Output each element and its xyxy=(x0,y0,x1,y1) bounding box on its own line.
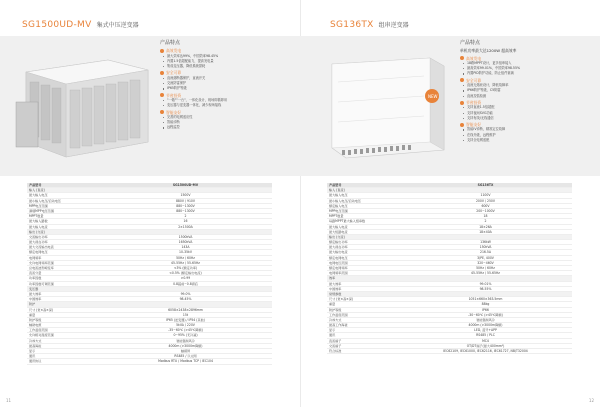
spec-value: 0.8超前~0.8滞后 xyxy=(173,281,198,286)
spec-key: 工作温度范围 xyxy=(329,312,348,317)
spec-value: 18×40A xyxy=(479,229,492,234)
spec-key: 电网频率范围 xyxy=(329,271,348,276)
spec-key: 最高工作海拔 xyxy=(329,323,348,328)
spec-value: 1650kVA xyxy=(178,240,193,245)
spec-key: 交流端子 xyxy=(329,343,342,348)
product-title: SG1500UD-MV 集式中压逆变器 xyxy=(22,20,139,30)
spec-value: 880~1300V xyxy=(176,203,195,208)
product-title: SG136TX 组串逆变器 xyxy=(330,20,409,30)
spec-value: SG136TX xyxy=(477,183,494,187)
spec-value: 600V xyxy=(481,203,490,208)
spec-key: 每路MPPT最大输入组串数 xyxy=(329,219,366,224)
spec-key: 冷却方式 xyxy=(329,317,342,322)
spec-value: 136kW xyxy=(480,240,491,245)
spec-value: 98.55% xyxy=(479,286,492,291)
spec-value: 320~460V xyxy=(477,260,494,265)
feature-item: 交流防雷保护 xyxy=(160,81,295,86)
spec-value xyxy=(99,188,272,192)
spec-value xyxy=(99,302,272,306)
spec-value: 45-55Hz / 55-65Hz xyxy=(471,271,500,276)
spec-value: 45-55Hz / 55-65Hz xyxy=(171,260,200,265)
spec-value: SG1500UD-MV xyxy=(172,183,199,187)
spec-key: 最大输入电流 xyxy=(329,224,348,229)
svg-text:NEW: NEW xyxy=(428,94,438,99)
spec-key: MPPT数量 xyxy=(29,214,44,219)
spec-key: 防护等级 xyxy=(29,317,42,322)
spec-row xyxy=(27,359,272,364)
feature-item: 支持直流1.5倍超配 xyxy=(460,105,595,110)
spec-value: Modbus RTU / Modbus TCP / IEC104 xyxy=(158,359,213,364)
spec-value xyxy=(399,188,572,192)
feature-item: 内置1.5倍超配能力，提高发电量 xyxy=(160,59,295,64)
spec-key: 尺寸 (宽×高×深) xyxy=(329,297,354,302)
spec-key: 通讯协议 xyxy=(29,359,42,364)
bullet-icon xyxy=(160,110,164,114)
spec-value: 2 xyxy=(484,219,487,224)
spec-value: 98.45% xyxy=(179,297,192,302)
bullet-icon xyxy=(160,93,164,97)
spec-value: 18 xyxy=(483,214,488,219)
spec-key: 输入 (直流) xyxy=(29,188,45,193)
feature-item: 支持有线/无线通信 xyxy=(460,116,595,121)
spec-key: 防护 xyxy=(29,302,36,307)
spec-key: 直流端子 xyxy=(329,338,342,343)
spec-key: 最大输入路数 xyxy=(29,219,48,224)
spec-key: 尺寸 (宽×高×深) xyxy=(29,307,54,312)
feature-item: 变压器与逆变器一体化，减少现场接线 xyxy=(160,103,295,108)
spec-value: <0.5% (额定输出电流) xyxy=(169,271,202,276)
spec-value: 智能强制风冷 xyxy=(476,317,495,322)
spec-key: 满载MPP电压范围 xyxy=(29,208,54,213)
spec-value: LED, 蓝牙+APP xyxy=(474,328,497,333)
spec-row xyxy=(327,349,572,354)
spec-key: 辅助电源 xyxy=(29,323,42,328)
spec-value xyxy=(399,235,572,239)
spec-key: 中国效率 xyxy=(29,297,42,302)
spec-key: 最大视在功率 xyxy=(29,240,48,245)
spec-key: MPP电压范围 xyxy=(29,203,48,208)
right-page xyxy=(300,0,600,407)
spec-key: 常规参数 xyxy=(329,291,342,296)
spec-value: 50Hz / 60Hz xyxy=(476,266,495,270)
spec-value: 2 xyxy=(184,214,187,219)
feature-item: 18路MPPT设计，更多组串接入 xyxy=(460,61,595,66)
feature-item: 智能诊断 xyxy=(160,120,295,125)
spec-value: 216.5A xyxy=(480,250,491,255)
spec-key: 功率因数 xyxy=(29,276,42,281)
spec-key: 输出 (交流) xyxy=(329,234,345,239)
spec-key: 额定输入电压 xyxy=(329,203,348,208)
feature-item: "一箱""一台"，一体化设计，现场即插即用 xyxy=(160,98,295,103)
page-number: 11 xyxy=(6,398,12,403)
feature-item: 集成变压器，降低系统损耗 xyxy=(160,64,295,69)
feature-item: 直流拉弧检测 xyxy=(460,94,595,99)
feature-section-title: 节省投资 xyxy=(460,100,595,105)
feature-list xyxy=(160,41,295,131)
feature-item: 最高效率99.01%，中国效率98.55% xyxy=(460,66,595,71)
spec-value: 200~1000V xyxy=(476,208,495,213)
spec-key: 允许相对湿度范围 xyxy=(29,333,54,338)
bullet-icon xyxy=(460,56,464,60)
feature-section-title: 高效发电 xyxy=(160,48,295,53)
spec-key: 最大短路电流 xyxy=(329,229,348,234)
spec-value: MC4 xyxy=(482,338,489,343)
spec-key: 电网电压范围 xyxy=(329,260,348,265)
spec-key: MPP电压范围 xyxy=(329,208,348,213)
spec-key: 产品型号 xyxy=(29,183,42,187)
spec-key: 通讯 xyxy=(29,354,36,359)
spec-value: 880V / 910V xyxy=(175,198,196,203)
spec-key: 最大视在功率 xyxy=(329,245,348,250)
spec-key: 显示 xyxy=(329,328,336,333)
spec-key: 重量 xyxy=(29,312,36,317)
spec-key: 最大输入电压 xyxy=(29,193,48,198)
spec-value: IP66 xyxy=(482,307,489,312)
page-number: 12 xyxy=(588,398,594,403)
spec-value: RS485 / 以太网 xyxy=(174,354,197,359)
spec-key: 最大输出电流 xyxy=(329,250,348,255)
spec-value: 0~95% (无冷凝) xyxy=(173,333,198,338)
spec-value: 3/PE, 400V xyxy=(477,255,494,260)
spec-value: 50Hz / 60Hz xyxy=(176,255,195,260)
feature-item: 远程监控 xyxy=(160,125,295,130)
spec-value xyxy=(99,230,272,234)
spec-value: 1051×660×363.5mm xyxy=(468,297,503,302)
feature-heading: 产品特点 xyxy=(160,40,181,46)
spec-key: 直流分量 xyxy=(29,271,42,276)
bullet-icon xyxy=(460,123,464,127)
spec-value: 智能强制风冷 xyxy=(176,338,195,343)
feature-item: 完善的电网适应性 xyxy=(160,115,295,120)
spec-table xyxy=(27,183,272,365)
spec-key: 最高海拔 xyxy=(29,343,42,348)
spec-value: 88kg xyxy=(481,302,490,307)
spec-key: 最小输入电压/启动电压 xyxy=(29,198,61,203)
feature-item: 最大效率达99%，中国效率98.45% xyxy=(160,54,295,59)
spec-value: 4000m (>3000m降额) xyxy=(168,343,203,348)
feature-item: 内置PID防护功能，防止组件衰减 xyxy=(460,71,595,76)
spec-key: 交流输出功率 xyxy=(29,234,48,239)
spec-value: 99.01% xyxy=(479,281,492,286)
spec-key: 允许电网频率范围 xyxy=(29,260,54,265)
spec-value xyxy=(99,287,272,291)
spec-key: 最大输入电压 xyxy=(329,193,348,198)
bullet-icon xyxy=(160,71,164,75)
spec-key: 中国效率 xyxy=(329,286,342,291)
spec-value: <3% (额定功率) xyxy=(173,266,198,270)
feature-section-title: 智能友好 xyxy=(160,110,295,115)
product-subtitle: 组串逆变器 xyxy=(378,22,409,29)
feature-item: IP66防护等级，C5防腐 xyxy=(460,88,595,93)
spec-key: 最大效率 xyxy=(29,291,42,296)
spec-key: 产品型号 xyxy=(329,183,342,187)
spec-value: RS485 / PLC xyxy=(476,333,495,338)
spec-key: 冷却方式 xyxy=(29,338,42,343)
spec-value: 150kVA xyxy=(479,245,492,250)
spec-value xyxy=(399,276,572,280)
bullet-icon xyxy=(160,49,164,53)
feature-item: 直流无熔丝设计，降低故障率 xyxy=(460,83,595,88)
spec-key: 工作温度范围 xyxy=(29,328,48,333)
spec-key: 通讯 xyxy=(329,333,336,338)
spec-value: 1500V xyxy=(180,193,191,198)
feature-section-title: 节省投资 xyxy=(160,93,295,98)
spec-value: -35~60℃ (>45℃降额) xyxy=(168,328,203,333)
spec-key: 最小输入电压/启动电压 xyxy=(329,198,361,203)
spec-key: MPPT数量 xyxy=(329,214,344,219)
bullet-icon xyxy=(460,78,464,82)
product-subtitle: 集式中压逆变器 xyxy=(96,22,139,29)
feature-item: 在线升级，远程维护 xyxy=(460,133,595,138)
feature-model-line: 单机功率最大达1200W 超高效率 xyxy=(460,48,517,54)
spec-key: 显示 xyxy=(29,349,36,353)
feature-section-title: 安全可靠 xyxy=(460,78,595,83)
spec-value: 880~1300V xyxy=(176,208,195,213)
spec-value: -30~60℃ (>45℃降额) xyxy=(468,312,503,317)
spec-key: 效率 xyxy=(329,276,336,281)
product-hero xyxy=(0,36,300,176)
spec-value: 10-35kV xyxy=(179,250,192,255)
spec-key: 符合标准 xyxy=(329,349,342,353)
spec-value: 16 xyxy=(183,219,188,224)
spec-key: 防护等级 xyxy=(329,307,342,312)
inverter-image xyxy=(312,42,462,172)
spec-value xyxy=(399,292,572,296)
feature-section-title: 高效发电 xyxy=(460,56,595,61)
product-hero xyxy=(300,36,600,176)
spec-value: 200V / 250V xyxy=(475,198,496,203)
spec-value: 1100V xyxy=(480,193,491,198)
bullet-icon xyxy=(460,101,464,105)
feature-item: 支持全电网适配 xyxy=(460,138,595,143)
spec-value: 143A xyxy=(181,245,190,250)
spec-key: 电网频率 xyxy=(29,255,42,260)
feature-item: 智能IV诊断，精准定位故障 xyxy=(460,127,595,132)
spec-key: 重量 xyxy=(329,302,336,307)
spec-value: IP65 (逆变器) / IP54 (其他) xyxy=(166,317,205,322)
spec-key: 额定电网频率 xyxy=(329,266,348,270)
spec-key: 变压器 xyxy=(29,286,39,291)
spec-value: OT/DT端子(最大400mm²) xyxy=(466,343,505,348)
feature-heading: 产品特点 xyxy=(460,40,481,46)
spec-value: 5kVA / 220V xyxy=(176,323,195,328)
spec-value: 1500kVA xyxy=(178,234,193,239)
spec-value: 2×1500A xyxy=(178,224,193,229)
spec-key: 额定电网电压 xyxy=(29,250,48,255)
feature-section-title: 智能友好 xyxy=(460,122,595,127)
spec-key: 额定输出功率 xyxy=(329,240,348,245)
feature-list xyxy=(460,41,595,143)
feature-section-title: 安全可靠 xyxy=(160,70,295,75)
spec-key: 额定电网电压 xyxy=(329,255,348,260)
spec-key: 最大交流输出电流 xyxy=(29,245,54,250)
spec-key: 输入 (直流) xyxy=(329,188,345,193)
spec-value: 4000m (>3000m降额) xyxy=(468,323,503,328)
spec-value: IEC62109, IEC61000, IEC62116, IEC61727, NB/T32004 xyxy=(443,349,528,353)
spec-value: 99.0% xyxy=(180,291,191,296)
spec-value: >0.99 xyxy=(180,276,191,281)
feature-item: 支持夜间SVG功能 xyxy=(460,111,595,116)
feature-item: IP65防护等级 xyxy=(160,86,295,91)
spec-key: 最大效率 xyxy=(329,281,342,286)
feature-item: 直流熔断器保护，直流开关 xyxy=(160,76,295,81)
spec-key: 输出 (交流) xyxy=(29,229,45,234)
spec-value: 18×26A xyxy=(479,224,492,229)
spec-table xyxy=(327,183,572,354)
spec-key: 总电流波形畸变率 xyxy=(29,266,54,270)
spec-value: 触摸屏 xyxy=(180,349,191,353)
spec-key: 功率因数可调范围 xyxy=(29,281,54,286)
container-image xyxy=(8,42,158,172)
spec-value: 6058×2438×2896mm xyxy=(168,307,203,312)
spec-value: 15t xyxy=(182,312,189,317)
spec-key: 最大输入电流 xyxy=(29,224,48,229)
